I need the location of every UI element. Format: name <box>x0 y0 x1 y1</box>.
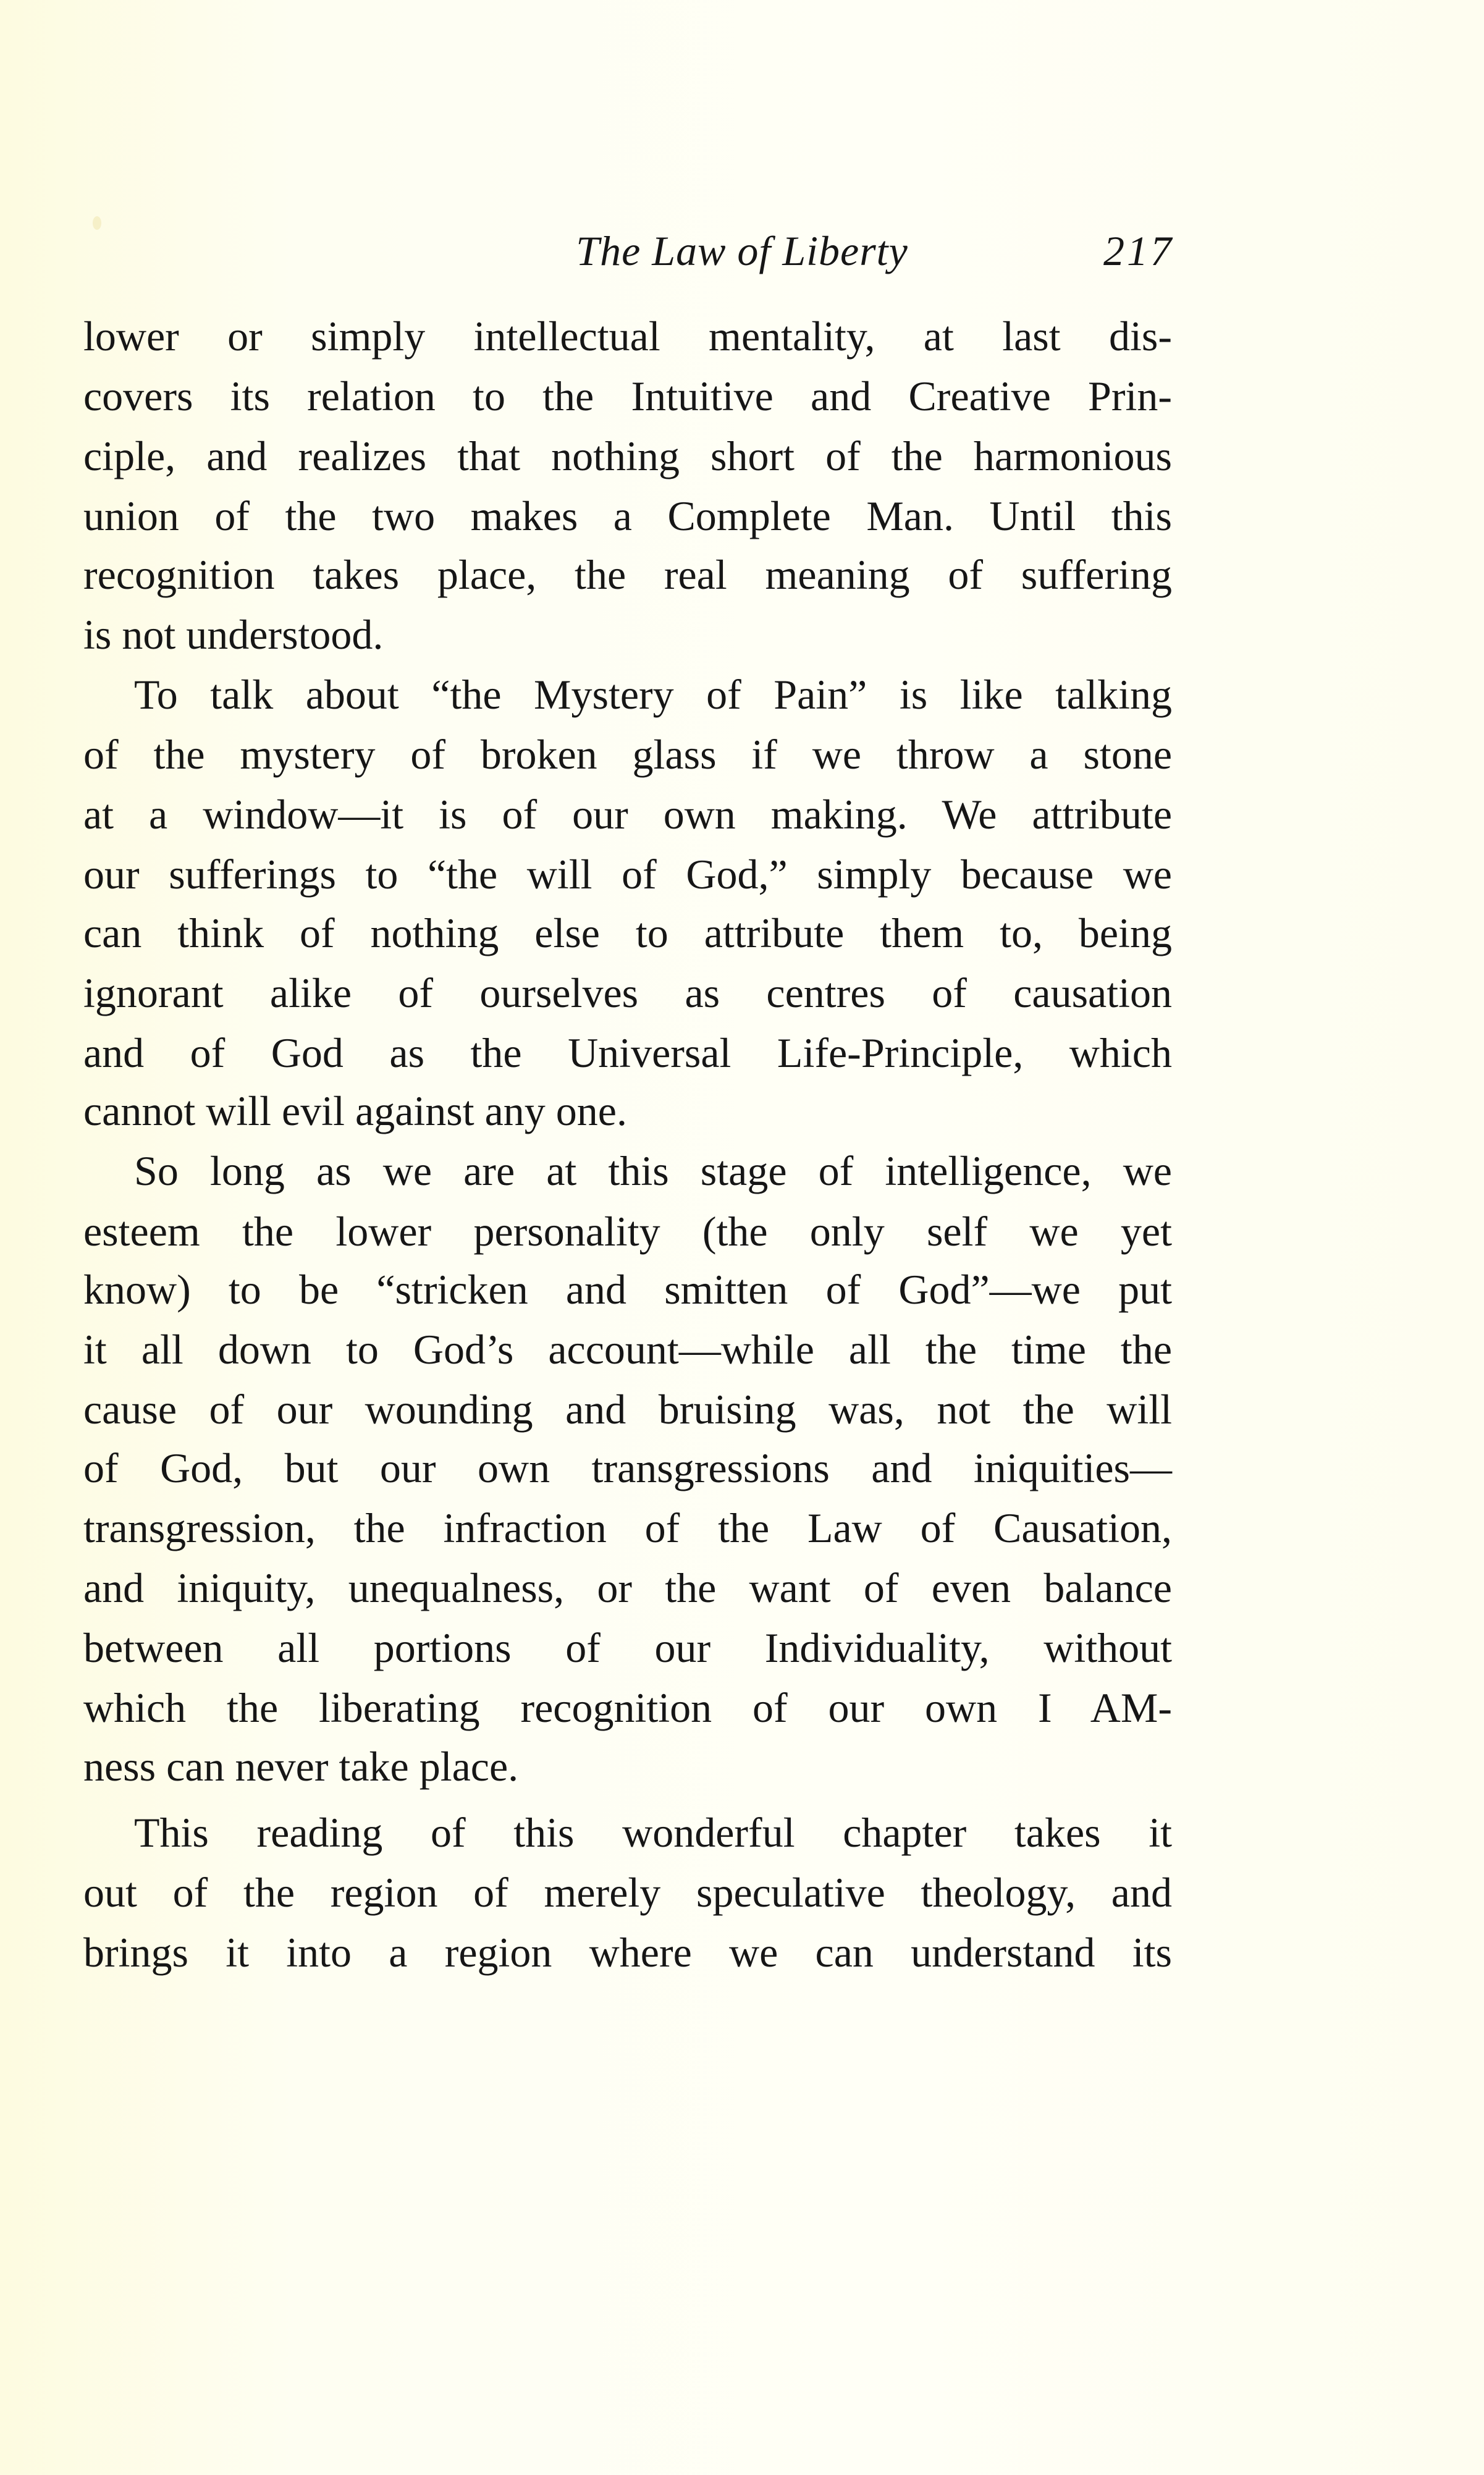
text-line: covers its relation to the Intuitive and Creative Prin- <box>83 373 1172 420</box>
text-line: it all down to God’s account—while all the time the <box>83 1326 1172 1373</box>
text-line: at a window—it is of our own making. We attribute <box>83 791 1172 838</box>
text-line: esteem the lower personality (the only self we yet <box>83 1208 1172 1255</box>
text-line: This reading of this wonderful chapter takes it <box>134 1809 1172 1856</box>
text-line: is not understood. <box>83 611 384 658</box>
text-line: ness can never take place. <box>83 1743 519 1790</box>
text-line: our sufferings to “the will of God,” simply because we <box>83 851 1172 898</box>
text-line: of God, but our own transgressions and iniquities— <box>83 1444 1172 1491</box>
text-line: and of God as the Universal Life-Principle, which <box>83 1029 1172 1076</box>
text-line: know) to be “stricken and smitten of God”—we put <box>83 1266 1172 1313</box>
text-line: lower or simply intellectual mentality, at last dis- <box>83 313 1172 360</box>
text-line: brings it into a region where we can understand its <box>83 1929 1172 1976</box>
text-line: cannot will evil against any one. <box>83 1087 627 1134</box>
text-line: cause of our wounding and bruising was, not the will <box>83 1386 1172 1433</box>
text-line: To talk about “the Mystery of Pain” is like talking <box>134 671 1172 718</box>
text-line: union of the two makes a Complete Man. Until this <box>83 492 1172 539</box>
text-line: out of the region of merely speculative theology, and <box>83 1869 1172 1916</box>
text-line: can think of nothing else to attribute them to, being <box>83 909 1172 956</box>
text-line: between all portions of our Individuality, without <box>83 1624 1172 1671</box>
paper-blemish <box>93 216 101 230</box>
text-line: ciple, and realizes that nothing short of the harmonious <box>83 432 1172 479</box>
text-line: and iniquity, unequalness, or the want of even balance <box>83 1564 1172 1611</box>
page-number: 217 <box>1103 227 1174 274</box>
text-line: of the mystery of broken glass if we throw a stone <box>83 731 1172 778</box>
text-line: So long as we are at this stage of intelligence, we <box>134 1147 1172 1194</box>
text-line: which the liberating recognition of our own I AM- <box>83 1684 1172 1731</box>
text-line: ignorant alike of ourselves as centres of causation <box>83 969 1172 1016</box>
running-header <box>0 227 1484 274</box>
running-title: The Law of Liberty <box>576 227 908 274</box>
text-line: recognition takes place, the real meaning of suffering <box>83 551 1172 598</box>
text-line: transgression, the infraction of the Law of Causation, <box>83 1504 1172 1551</box>
